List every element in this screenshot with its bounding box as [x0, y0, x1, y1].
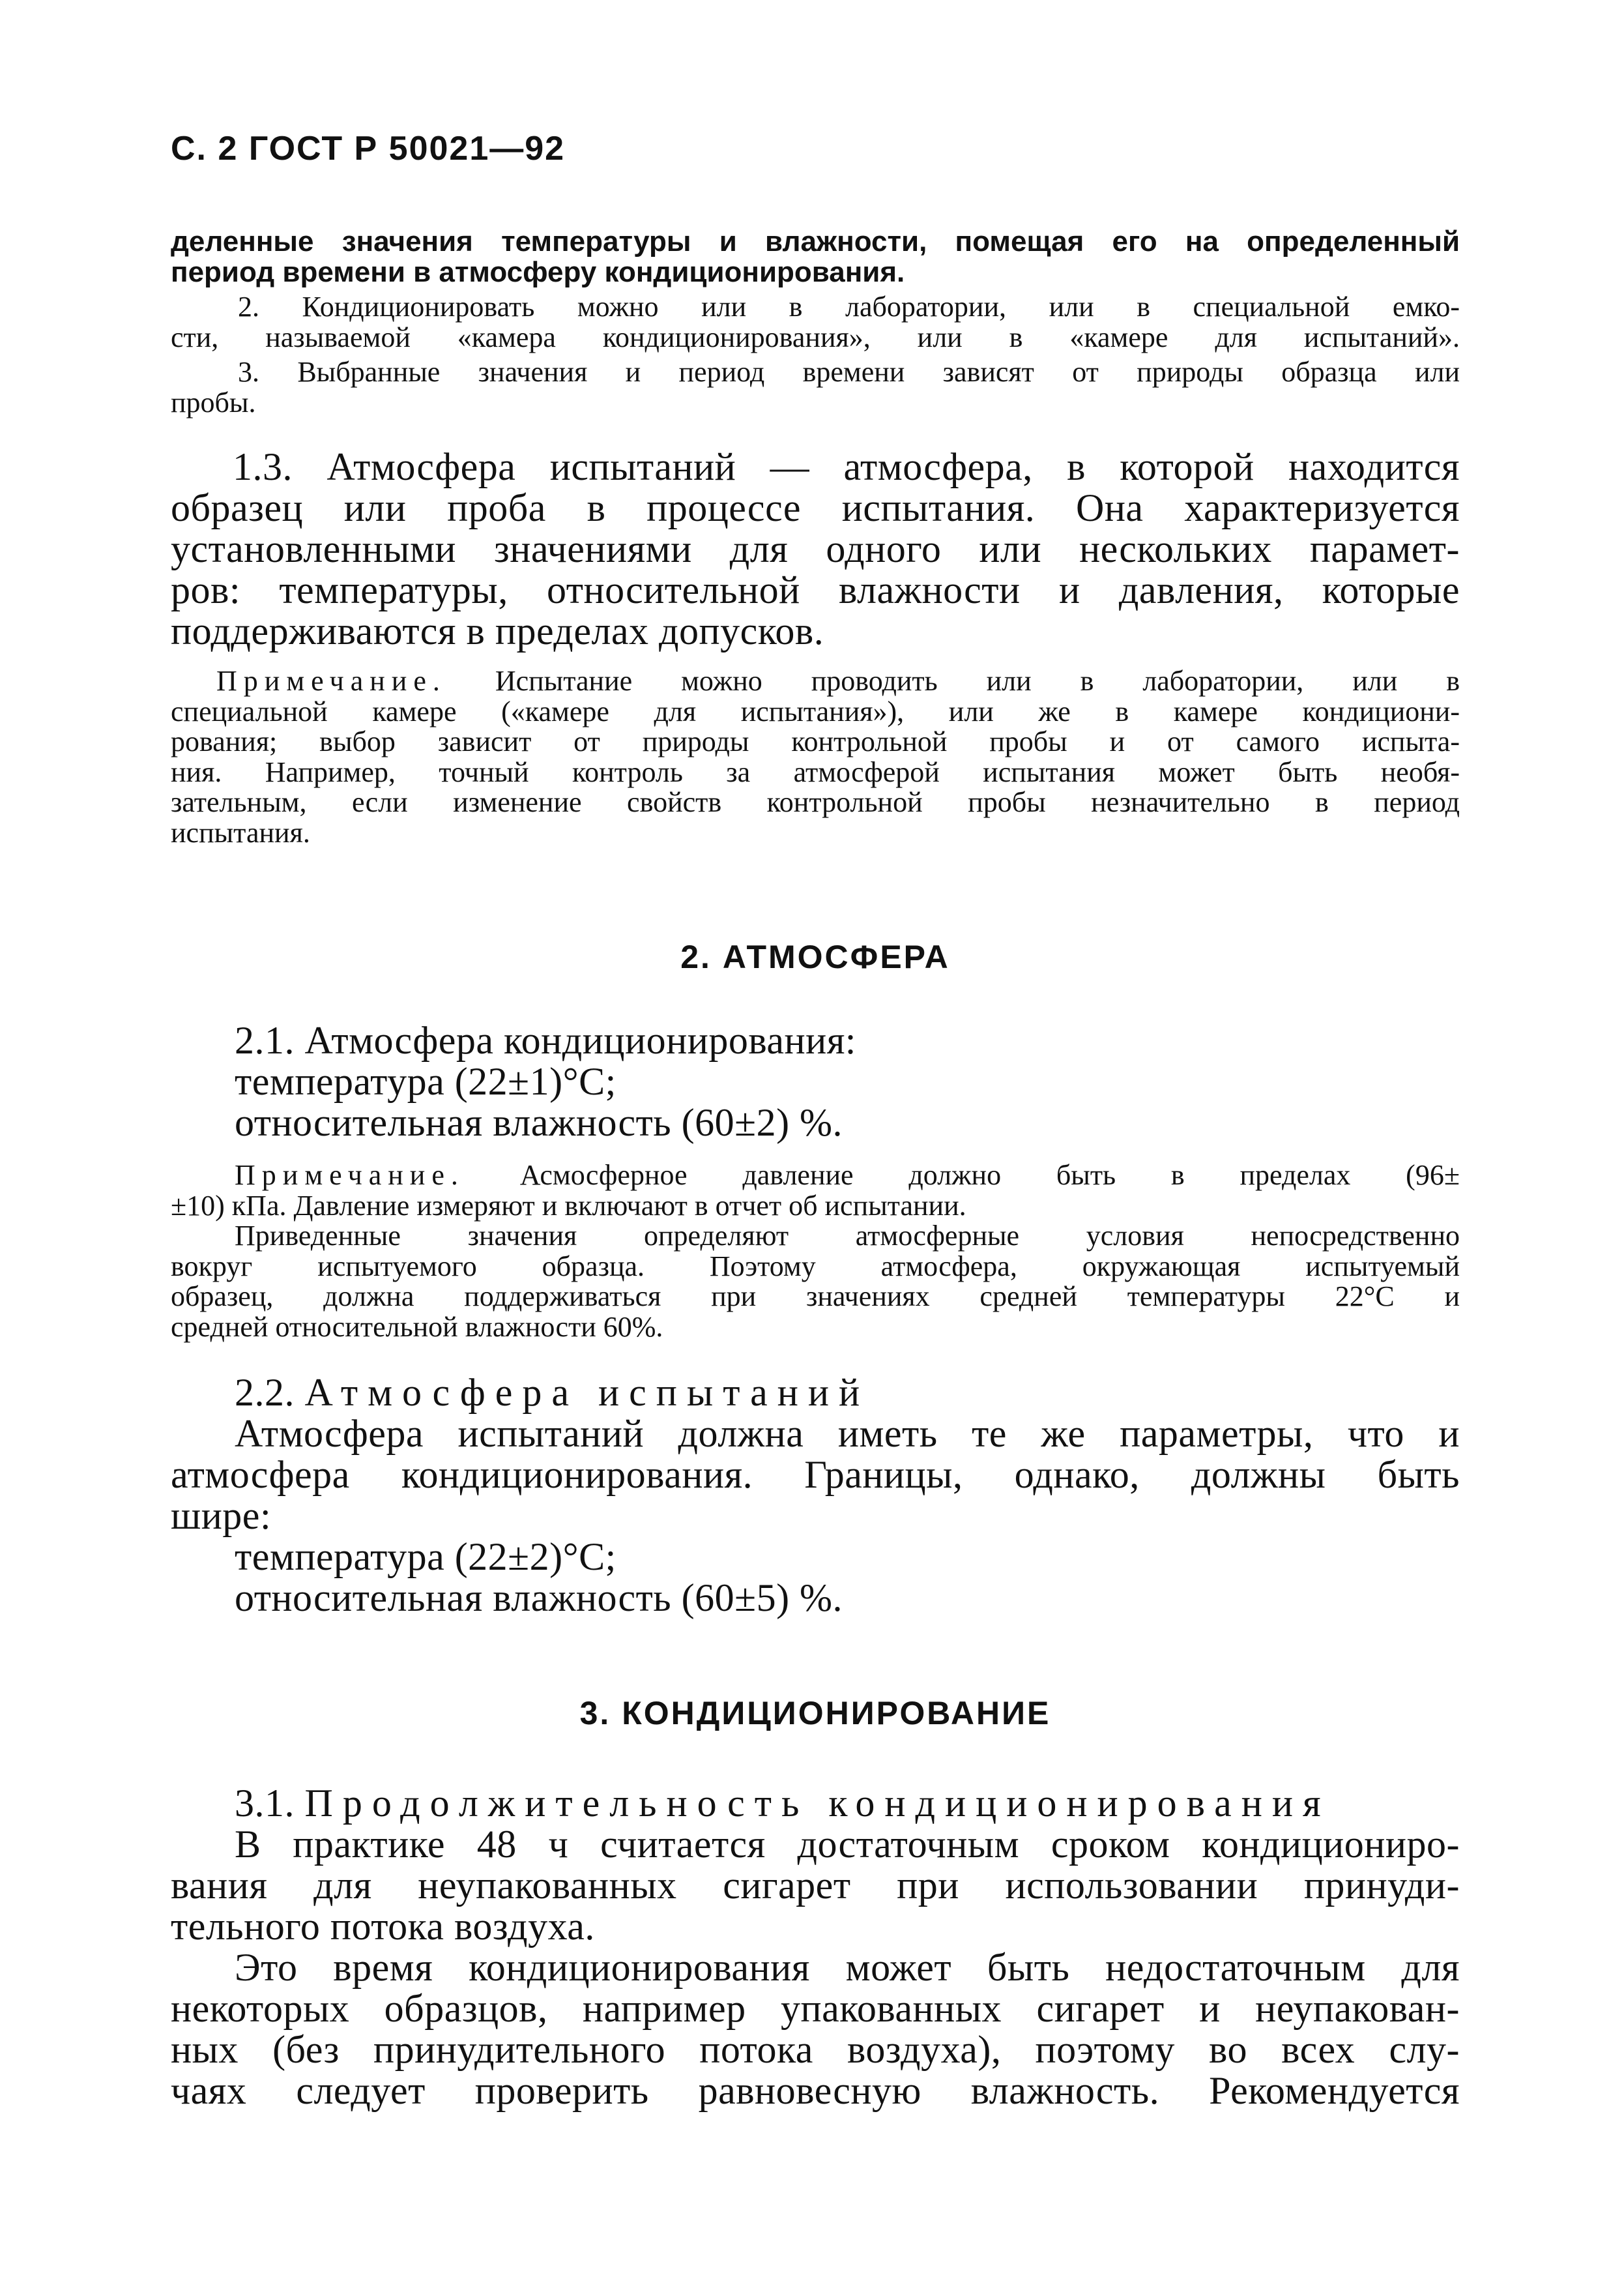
text-line: чаях следует проверить равновесную влажность. Рекомендуется — [171, 2069, 1460, 2112]
text-line: относительная влажность (60±5) %. — [235, 1576, 843, 1619]
text-line: 1.3. Атмосфера испытаний — атмосфера, в которой находится — [233, 445, 1460, 488]
text-line: Это время кондиционирования может быть недостаточным для — [235, 1946, 1460, 1989]
clause-2-1 — [171, 1020, 1460, 1143]
clause-2-2 — [171, 1372, 1460, 1619]
text-line: ных (без принудительного потока воздуха), поэтому во всех слу- — [171, 2028, 1460, 2071]
text-line: ния. Например, точный контроль за атмосферой испытания может быть необя- — [171, 756, 1460, 788]
note-label: Примечание. — [216, 665, 446, 697]
text-line: поддерживаются в пределах допусков. — [171, 610, 824, 653]
text-line — [171, 1783, 1460, 1824]
text-line: сти, называемой «камера кондиционирования», или в «камере для испытаний». — [171, 321, 1460, 353]
text-line: вокруг испытуемого образца. Поэтому атмосфера, окружающая испытуемый — [171, 1250, 1460, 1282]
text-line: период времени в атмосферу кондиционирования. — [171, 256, 905, 288]
text-line: температура (22±1)°C; — [235, 1060, 616, 1103]
clause-1-3 — [171, 447, 1460, 652]
text-line: установленными значениями для одного или нескольких парамет- — [171, 527, 1460, 570]
text-line: атмосфера кондиционирования. Границы, однако, должны быть — [171, 1453, 1460, 1496]
text-line: вания для неупакованных сигарет при использовании принуди- — [171, 1864, 1460, 1907]
text-line: образец, должна поддерживаться при значениях средней температуры 22°C и — [171, 1280, 1460, 1312]
text-line: 2. Кондиционировать можно или в лаборатории, или в специальной емко- — [238, 291, 1460, 323]
text-line: 3. Выбранные значения и период времени зависят от природы образца или — [238, 356, 1460, 388]
text-line: 2.1. Атмосфера кондиционирования: — [235, 1019, 856, 1062]
text-line: зательным, если изменение свойств контрольной пробы незначительно в период — [171, 786, 1460, 818]
text-line: испытания. — [171, 816, 310, 849]
running-head: С. 2 ГОСТ Р 50021—92 — [171, 130, 566, 168]
remark-3 — [171, 357, 1460, 418]
clause-number: 2.2. — [235, 1371, 305, 1414]
text-line: пробы. — [171, 386, 256, 419]
note-2 — [171, 1160, 1460, 1342]
note-label: Примечание. — [235, 1159, 465, 1191]
text-line: некоторых образцов, например упакованных сигарет и неупакован- — [171, 1987, 1460, 2030]
note-1 — [171, 666, 1460, 848]
text-line: ±10) кПа. Давление измеряют и включают в отчет об испытании. — [171, 1189, 966, 1222]
text-line: Приведенные значения определяют атмосферные условия непосредственно — [235, 1220, 1460, 1252]
text-line: тельного потока воздуха. — [171, 1905, 595, 1948]
text-line: температура (22±2)°C; — [235, 1535, 616, 1578]
text-line: относительная влажность (60±2) %. — [235, 1101, 843, 1144]
text-line: образец или проба в процессе испытания. Она характеризуется — [171, 486, 1460, 529]
text-line: ров: температуры, относительной влажности и давления, которые — [171, 568, 1460, 611]
clause-3-1 — [171, 1783, 1460, 2111]
remark-2 — [171, 292, 1460, 353]
text-line: Атмосфера испытаний должна иметь те же параметры, что и — [235, 1412, 1460, 1455]
text-line: рования; выбор зависит от природы контрольной пробы и от самого испыта- — [171, 726, 1460, 757]
section-heading-3: 3. КОНДИЦИОНИРОВАНИЕ — [579, 1695, 1051, 1731]
text-line: шире: — [171, 1494, 272, 1537]
clause-title: Атмосфера испытаний — [304, 1371, 870, 1414]
text-line: средней относительной влажности 60%. — [171, 1310, 663, 1343]
text-line: Примечание. Испытание можно проводить или в лаборатории, или в — [216, 665, 1460, 697]
text-line: Примечание. Асмосферное давление должно быть в пределах (96± — [235, 1159, 1460, 1191]
text-line: В практике 48 ч считается достаточным сроком кондициониро- — [235, 1823, 1460, 1866]
document-page — [171, 0, 1460, 2292]
section-heading-2: 2. АТМОСФЕРА — [680, 939, 950, 975]
text-line: деленные значения температуры и влажности, помещая его на определенный — [171, 226, 1460, 257]
intro-paragraph — [171, 227, 1460, 287]
clause-title: Продолжительность кондиционирования — [304, 1782, 1331, 1825]
text-line: специальной камере («камере для испытания»), или же в камере кондициони- — [171, 695, 1460, 727]
text-line — [171, 1372, 1460, 1413]
clause-number: 3.1. — [235, 1782, 305, 1825]
